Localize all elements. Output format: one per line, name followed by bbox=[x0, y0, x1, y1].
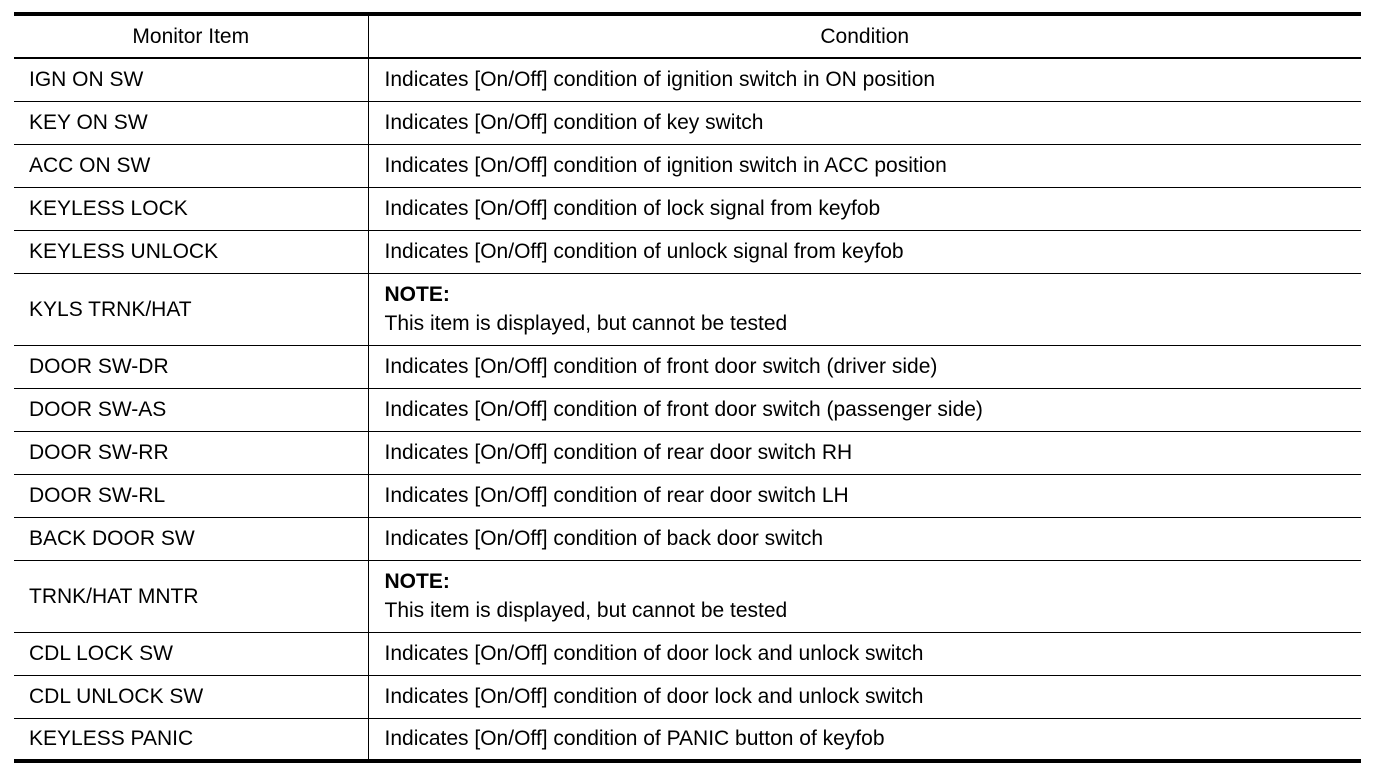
condition-cell: Indicates [On/Off] condition of unlock signal from keyfob bbox=[368, 230, 1361, 273]
condition-cell: Indicates [On/Off] condition of door lock and unlock switch bbox=[368, 675, 1361, 718]
condition-cell: Indicates [On/Off] condition of PANIC button of keyfob bbox=[368, 718, 1361, 761]
header-condition: Condition bbox=[368, 14, 1361, 58]
monitor-items-table bbox=[14, 12, 1361, 763]
table-row bbox=[14, 388, 1361, 431]
table-row bbox=[14, 474, 1361, 517]
monitor-item-cell: KYLS TRNK/HAT bbox=[14, 273, 368, 345]
table-row bbox=[14, 431, 1361, 474]
condition-cell bbox=[368, 560, 1361, 632]
table-row bbox=[14, 273, 1361, 345]
monitor-item-cell: KEYLESS PANIC bbox=[14, 718, 368, 761]
monitor-item-cell: KEYLESS UNLOCK bbox=[14, 230, 368, 273]
table-row bbox=[14, 187, 1361, 230]
table-row bbox=[14, 101, 1361, 144]
note-text: This item is displayed, but cannot be tested bbox=[384, 599, 788, 622]
header-row bbox=[14, 14, 1361, 58]
note-text: This item is displayed, but cannot be tested bbox=[384, 312, 788, 335]
monitor-item-cell: KEYLESS LOCK bbox=[14, 187, 368, 230]
monitor-item-cell: BACK DOOR SW bbox=[14, 517, 368, 560]
condition-cell bbox=[368, 273, 1361, 345]
table-row bbox=[14, 632, 1361, 675]
monitor-item-cell: KEY ON SW bbox=[14, 101, 368, 144]
condition-cell: Indicates [On/Off] condition of key switch bbox=[368, 101, 1361, 144]
monitor-item-cell: CDL LOCK SW bbox=[14, 632, 368, 675]
table-header bbox=[14, 14, 1361, 58]
table-row bbox=[14, 230, 1361, 273]
table-row bbox=[14, 675, 1361, 718]
note-label: NOTE: bbox=[384, 570, 450, 593]
table-row bbox=[14, 560, 1361, 632]
condition-cell: Indicates [On/Off] condition of lock signal from keyfob bbox=[368, 187, 1361, 230]
monitor-item-cell: ACC ON SW bbox=[14, 144, 368, 187]
monitor-item-cell: CDL UNLOCK SW bbox=[14, 675, 368, 718]
header-monitor-item: Monitor Item bbox=[14, 14, 368, 58]
monitor-items-table-container bbox=[14, 12, 1361, 763]
condition-cell: Indicates [On/Off] condition of ignition switch in ON position bbox=[368, 58, 1361, 101]
note-label: NOTE: bbox=[384, 283, 450, 306]
monitor-item-cell: DOOR SW-RR bbox=[14, 431, 368, 474]
table-row bbox=[14, 58, 1361, 101]
condition-cell: Indicates [On/Off] condition of rear door switch LH bbox=[368, 474, 1361, 517]
table-body bbox=[14, 58, 1361, 761]
table-row bbox=[14, 144, 1361, 187]
monitor-item-cell: DOOR SW-RL bbox=[14, 474, 368, 517]
condition-cell: Indicates [On/Off] condition of front door switch (passenger side) bbox=[368, 388, 1361, 431]
table-row bbox=[14, 345, 1361, 388]
monitor-item-cell: IGN ON SW bbox=[14, 58, 368, 101]
monitor-item-cell: TRNK/HAT MNTR bbox=[14, 560, 368, 632]
condition-cell: Indicates [On/Off] condition of ignition switch in ACC position bbox=[368, 144, 1361, 187]
table-row bbox=[14, 517, 1361, 560]
monitor-item-cell: DOOR SW-DR bbox=[14, 345, 368, 388]
condition-cell: Indicates [On/Off] condition of back door switch bbox=[368, 517, 1361, 560]
monitor-item-cell: DOOR SW-AS bbox=[14, 388, 368, 431]
condition-cell: Indicates [On/Off] condition of door lock and unlock switch bbox=[368, 632, 1361, 675]
condition-cell: Indicates [On/Off] condition of front door switch (driver side) bbox=[368, 345, 1361, 388]
condition-cell: Indicates [On/Off] condition of rear door switch RH bbox=[368, 431, 1361, 474]
table-row bbox=[14, 718, 1361, 761]
